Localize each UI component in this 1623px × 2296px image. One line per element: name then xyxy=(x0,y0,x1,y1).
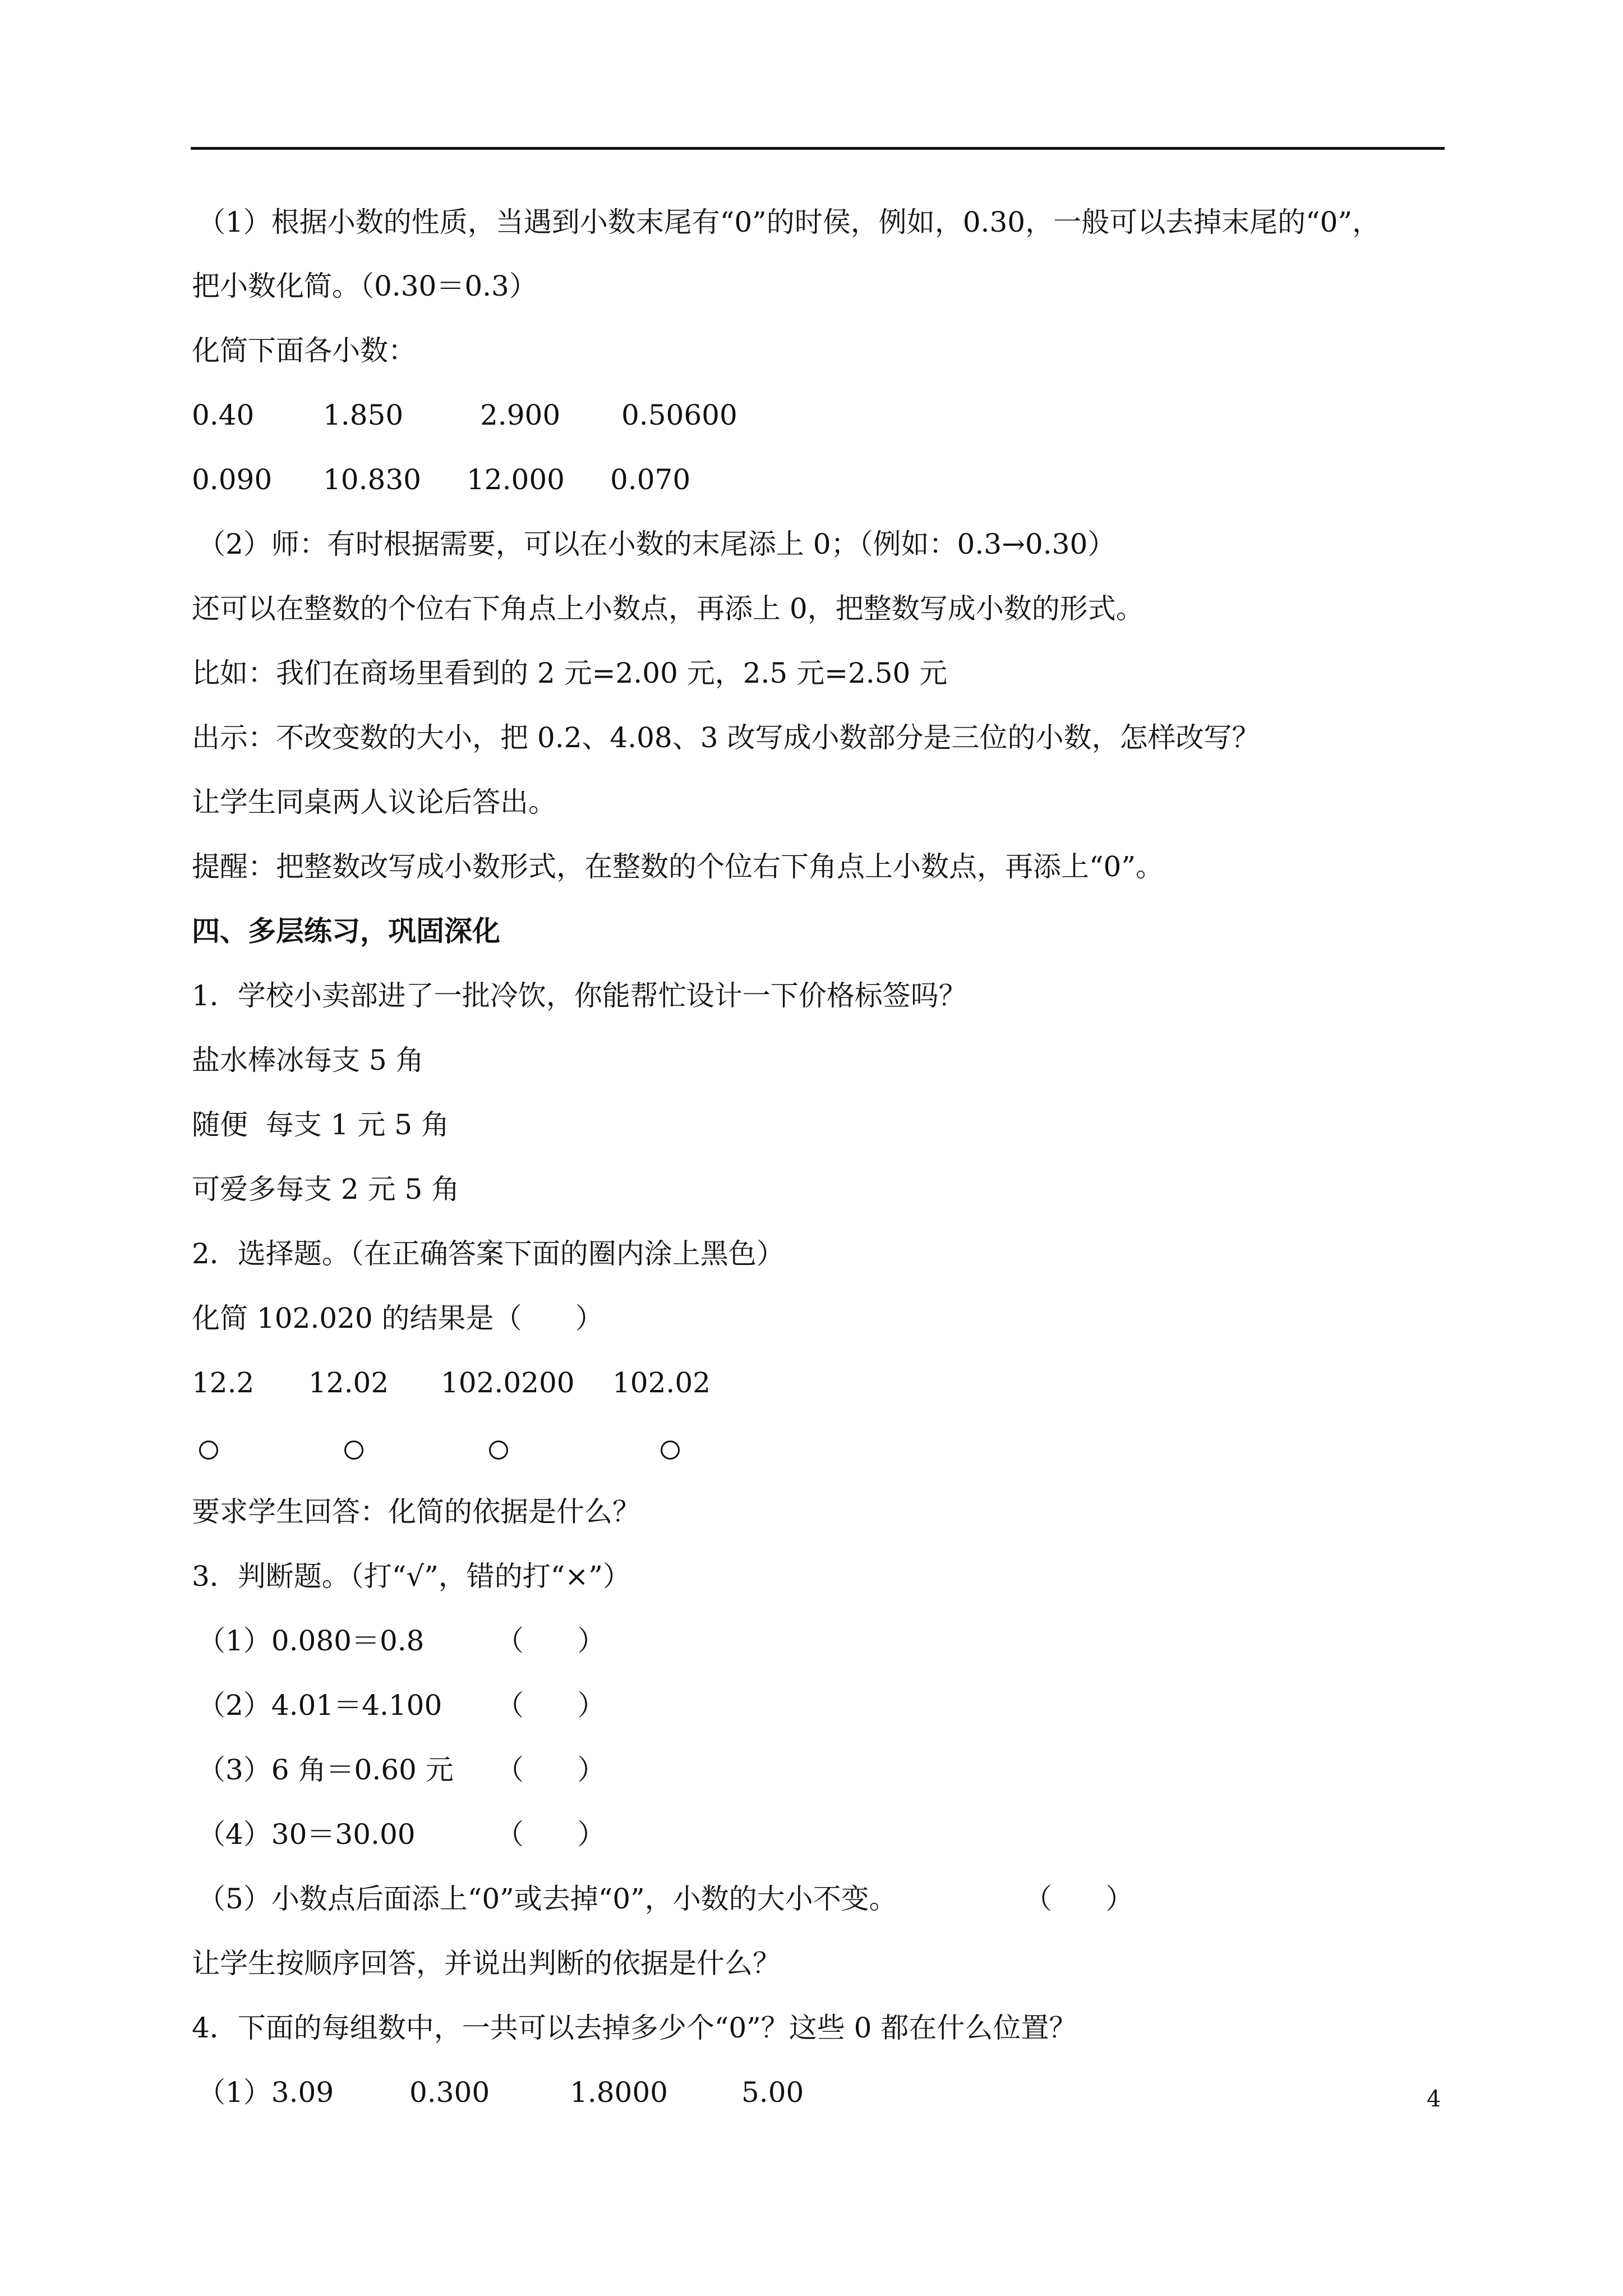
header-rule xyxy=(191,147,1445,150)
choice-option: 102.02 xyxy=(612,1366,711,1399)
judgment-item: （1）0.080＝0.8 xyxy=(197,1625,425,1657)
judgment-item: （5）小数点后面添上“0”或去掉“0”，小数的大小不变。 xyxy=(197,1883,897,1915)
number-item: 0.070 xyxy=(610,463,691,496)
group-value: 5.00 xyxy=(741,2076,804,2109)
judgment-paren: （ ） xyxy=(496,1754,606,1786)
text-line: （2）师：有时根据需要，可以在小数的末尾添上 0；（例如：0.3→0.30） xyxy=(197,528,1116,560)
judgment-item: （3）6 角＝0.60 元 xyxy=(197,1754,454,1786)
choice-option: 12.02 xyxy=(308,1366,389,1399)
answer-circle[interactable] xyxy=(489,1441,508,1460)
text-line: 还可以在整数的个位右下角点上小数点，再添上 0，把整数写成小数的形式。 xyxy=(192,592,1144,625)
group-value: 1.8000 xyxy=(570,2076,668,2109)
answer-circle[interactable] xyxy=(199,1441,218,1460)
text-line: 随便 每支 1 元 5 角 xyxy=(192,1108,449,1141)
text-line: 盐水棒冰每支 5 角 xyxy=(192,1044,424,1076)
text-line: 可爱多每支 2 元 5 角 xyxy=(192,1173,460,1205)
judgment-item: （4）30＝30.00 xyxy=(197,1818,416,1851)
text-line: 要求学生回答：化简的依据是什么？ xyxy=(192,1496,640,1528)
text-line: 出示：不改变数的大小，把 0.2、4.08、3 改写成小数部分是三位的小数，怎样改写？ xyxy=(192,721,1260,754)
number-item: 0.40 xyxy=(192,399,255,431)
number-item: 0.090 xyxy=(192,463,273,496)
judgment-item: （2）4.01＝4.100 xyxy=(197,1689,442,1722)
choice-option: 12.2 xyxy=(192,1366,255,1399)
text-line: 让学生同桌两人议论后答出。 xyxy=(192,786,556,818)
text-line: 提醒：把整数改写成小数形式，在整数的个位右下角点上小数点，再添上“0”。 xyxy=(192,850,1164,883)
text-line: 1．学校小卖部进了一批冷饮，你能帮忙设计一下价格标签吗？ xyxy=(192,979,967,1012)
text-line: 3．判断题。（打“√”，错的打“×”） xyxy=(192,1560,631,1593)
number-item: 2.900 xyxy=(480,399,561,431)
judgment-paren: （ ） xyxy=(496,1818,606,1851)
text-line: 2．选择题。（在正确答案下面的圈内涂上黑色） xyxy=(192,1237,785,1270)
answer-circle[interactable] xyxy=(661,1441,680,1460)
text-line: （1）根据小数的性质，当遇到小数末尾有“0”的时侯，例如，0.30，一般可以去掉末尾的“0”， xyxy=(197,206,1381,238)
judgment-paren: （ ） xyxy=(496,1625,606,1657)
page-number: 4 xyxy=(1427,2086,1441,2112)
number-item: 1.850 xyxy=(323,399,404,431)
judgment-paren: （ ） xyxy=(496,1689,606,1722)
text-line: 比如：我们在商场里看到的 2 元=2.00 元，2.5 元=2.50 元 xyxy=(192,657,948,689)
choice-option: 102.0200 xyxy=(441,1366,575,1399)
number-item: 10.830 xyxy=(323,463,421,496)
group-label: （1）3.09 xyxy=(197,2076,334,2109)
group-value: 0.300 xyxy=(409,2076,490,2109)
answer-circle[interactable] xyxy=(344,1441,363,1460)
text-line: 4．下面的每组数中，一共可以去掉多少个“0”？这些 0 都在什么位置？ xyxy=(192,2012,1077,2044)
number-item: 0.50600 xyxy=(621,399,737,431)
section-heading: 四、多层练习，巩固深化 xyxy=(192,914,500,947)
text-line: 化简 102.020 的结果是（ ） xyxy=(192,1302,603,1335)
judgment-paren: （ ） xyxy=(1024,1883,1134,1915)
text-line: 把小数化简。（0.30＝0.3） xyxy=(192,270,537,302)
text-line: 化简下面各小数： xyxy=(192,334,416,367)
number-item: 12.000 xyxy=(467,463,565,496)
text-line: 让学生按顺序回答，并说出判断的依据是什么？ xyxy=(192,1947,781,1980)
